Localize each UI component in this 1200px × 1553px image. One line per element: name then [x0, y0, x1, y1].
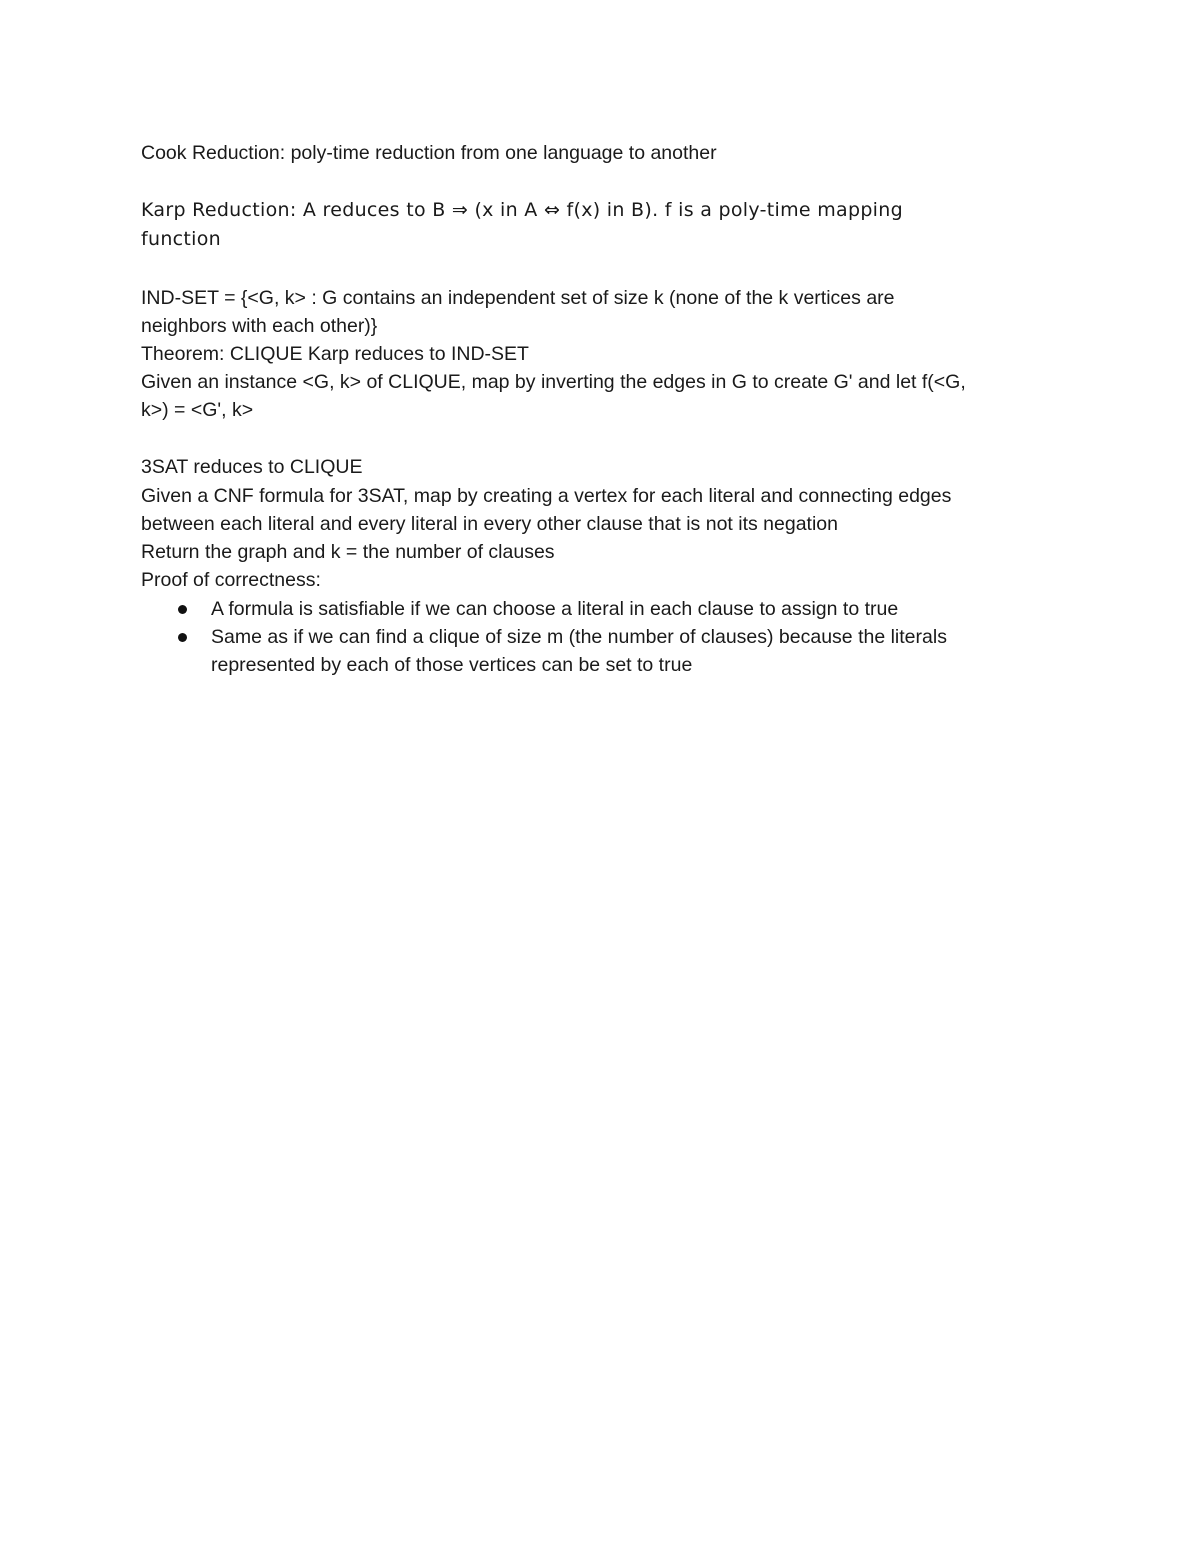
cook-reduction-text: Cook Reduction: poly-time reduction from one language to another	[141, 142, 717, 164]
indset-definition: IND-SET = {<G, k> : G contains an independent set of size k (none of the k vertices are	[141, 287, 895, 309]
karp-reduction-text: Karp Reduction: A reduces to B ⇒ (x in A ⇔ f(x) in B). f is a poly-time mapping	[141, 199, 903, 221]
proof-bullet-2: Same as if we can find a clique of size m (the number of clauses) because the literals	[211, 626, 947, 648]
clique-mapping-text-cont: k>) = <G', k>	[141, 399, 254, 421]
proof-bullet-2-cont: represented by each of those vertices can be set to true	[211, 654, 693, 676]
cnf-mapping-text-cont: between each literal and every literal in every other clause that is not its negation	[141, 513, 838, 535]
clique-mapping-text: Given an instance <G, k> of CLIQUE, map by inverting the edges in G to create G' and let f(<G,	[141, 371, 966, 393]
return-text: Return the graph and k = the number of clauses	[141, 541, 555, 563]
proof-bullet-1: A formula is satisfiable if we can choose a literal in each clause to assign to true	[211, 598, 899, 620]
sat-heading: 3SAT reduces to CLIQUE	[141, 456, 363, 478]
karp-reduction-text-cont: function	[141, 228, 222, 250]
theorem-text: Theorem: CLIQUE Karp reduces to IND-SET	[141, 343, 529, 365]
proof-heading: Proof of correctness:	[141, 569, 321, 591]
bullet-dot-icon	[178, 605, 187, 614]
cnf-mapping-text: Given a CNF formula for 3SAT, map by creating a vertex for each literal and connecting edges	[141, 485, 952, 507]
bullet-dot-icon	[178, 633, 187, 642]
indset-definition-cont: neighbors with each other)}	[141, 315, 378, 337]
